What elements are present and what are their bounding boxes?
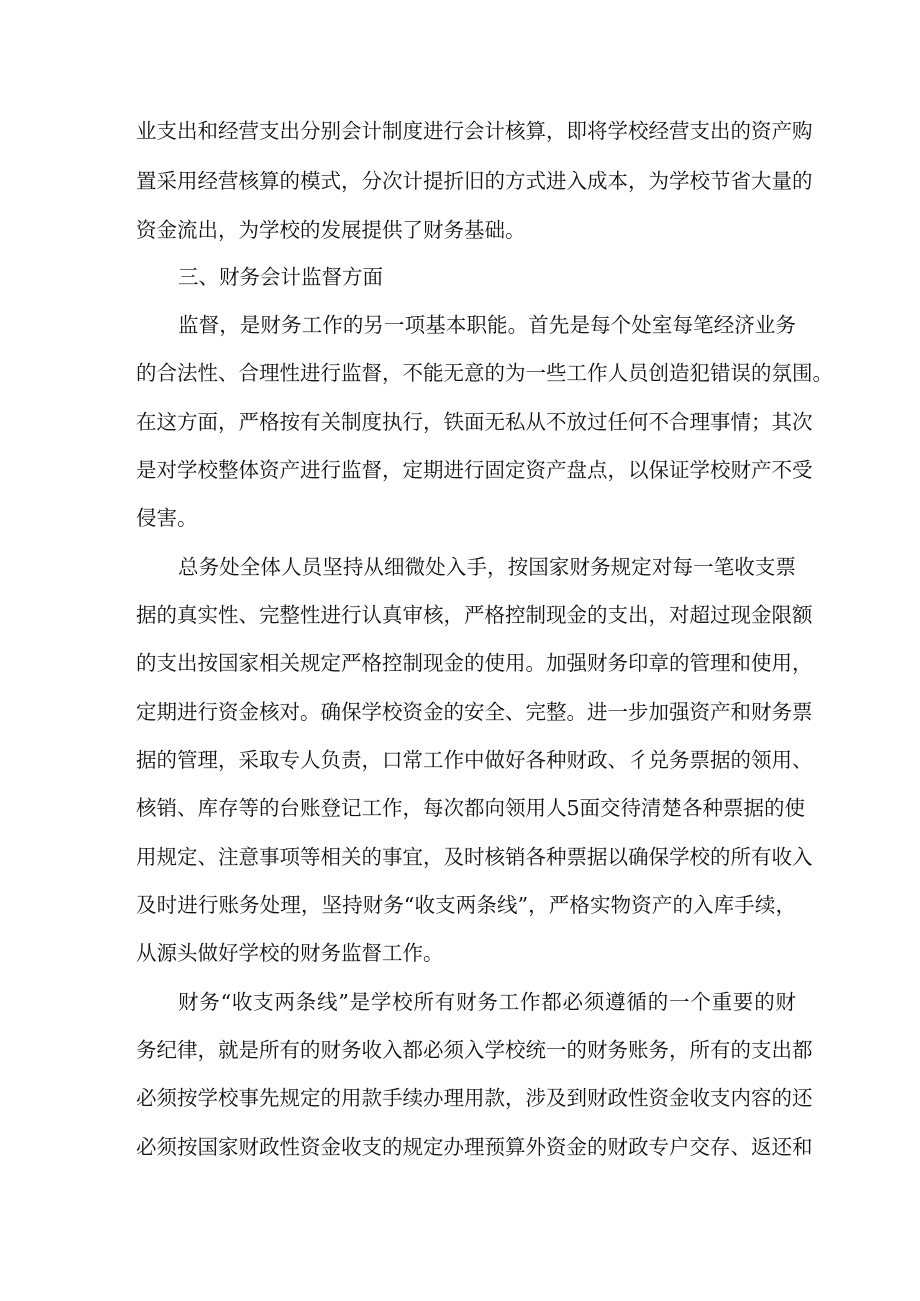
paragraph-2-line-3: 在这方面，严格按有关制度执行，铁面无私从不放过任何不合理事情；其次 [136, 410, 813, 434]
paragraph-4-line-1: 财务“收支两条线”是学校所有财务工作都必须遵循的一个重要的财 [178, 990, 796, 1014]
paragraph-4-line-2: 务纪律，就是所有的财务收入都必须入学校统一的财务账务，所有的支出都 [136, 1038, 813, 1062]
paragraph-4-line-4: 必须按国家财政性资金收支的规定办理预算外资金的财政专户交存、返还和 [136, 1135, 813, 1159]
paragraph-3-line-5: 据的管理，采取专人负责，口常工作中做好各种财政、彳兑务票据的领用、 [136, 748, 813, 772]
paragraph-2-line-2: 的合法性、合理性进行监督，不能无意的为一些工作人员创造犯错误的氛围。 [136, 361, 833, 385]
paragraph-1-line-2: 置采用经营核算的模式，分次计提折旧的方式进入成本，为学校节省大量的 [136, 169, 813, 193]
paragraph-3-line-9: 从源头做好学校的财务监督工作。 [136, 941, 444, 965]
paragraph-3-line-4: 定期进行资金核对。确保学校资金的安全、完整。进一步加强资产和财务票 [136, 700, 813, 724]
paragraph-3-line-2: 据的真实性、完整性进行认真审核，严格控制现金的支出，对超过现金限额 [136, 603, 813, 627]
paragraph-2-line-4: 是对学校整体资产进行监督，定期进行固定资产盘点，以保证学校财产不受 [136, 458, 813, 482]
paragraph-1-line-3: 资金流出，为学校的发展提供了财务基础。 [136, 218, 526, 242]
paragraph-3-line-7: 用规定、注意事项等相关的事宜，及时核销各种票据以确保学校的所有收入 [136, 845, 813, 869]
paragraph-1-line-1: 业支出和经营支出分别会计制度进行会计核算，即将学校经营支出的资产购 [136, 119, 813, 143]
paragraph-3-line-3: 的支出按国家相关规定严格控制现金的使用。加强财务印章的管理和使用， [136, 651, 813, 675]
paragraph-3-line-1: 总务处全体人员坚持从细微处入手，按国家财务规定对每一笔收支票 [178, 555, 796, 579]
paragraph-2-line-5: 侵害。 [136, 506, 198, 530]
paragraph-3-line-6: 核销、库存等的台账登记工作，每次都向领用人5面交待清楚各种票据的使 [136, 796, 806, 820]
section-heading: 三、财务会计监督方面 [178, 265, 383, 289]
paragraph-2-line-1: 监督，是财务工作的另一项基本职能。首先是每个处室每笔经济业务 [178, 313, 796, 337]
paragraph-3-line-8: 及时进行账务处理，坚持财务“收支两条线”，严格实物资产的入库手续， [136, 893, 796, 917]
paragraph-4-line-3: 必须按学校事先规定的用款手续办理用款，涉及到财政性资金收支内容的还 [136, 1086, 813, 1110]
